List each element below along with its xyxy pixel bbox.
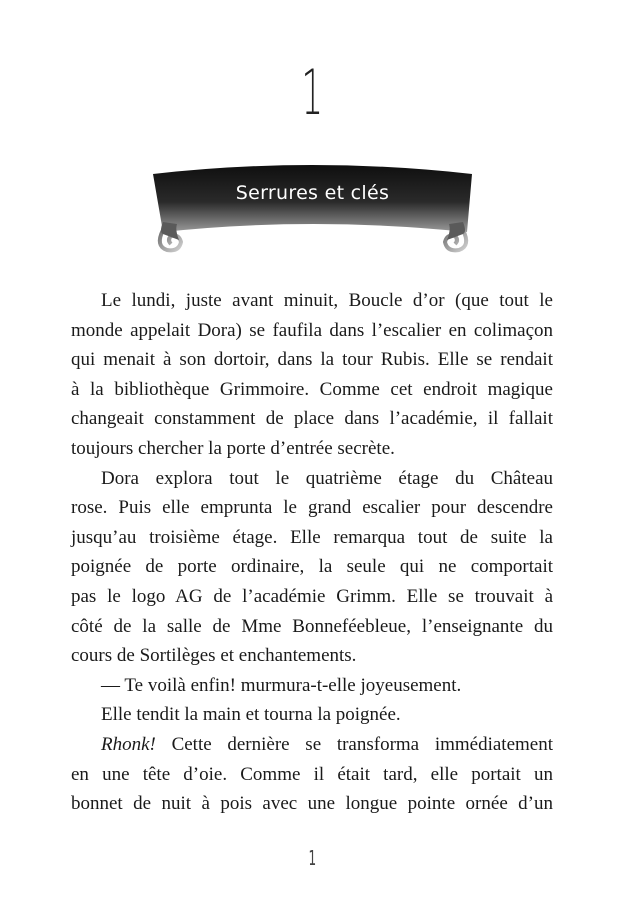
chapter-banner — [145, 160, 480, 260]
paragraph-line: poignée de porte ordinaire, la seule qui ne comportait — [71, 556, 553, 578]
italic-interjection: Rhonk! — [101, 733, 156, 755]
paragraph-line-rest: Cette dernière se transforma immédiatement — [155, 733, 553, 755]
paragraph-5 — [71, 730, 553, 819]
paragraph-line — [71, 730, 553, 760]
paragraph-line: monde appelait Dora) se faufila dans l’escalier en colimaçon — [71, 319, 553, 341]
page-number: 1 — [308, 846, 317, 870]
paragraph-3: — Te voilà enfin! murmura-t-elle joyeusement. — [101, 674, 462, 696]
paragraph-line: pas le logo AG de l’académie Grimm. Elle se trouvait à — [71, 585, 553, 607]
chapter-number: 1 — [301, 56, 324, 129]
chapter-title: Serrures et clés — [235, 182, 390, 204]
paragraph-line: Dora explora tout le quatrième étage du Château — [101, 467, 553, 489]
banner-ribbon-graphic — [145, 160, 480, 260]
paragraph-line: qui menait à son dortoir, dans la tour Rubis. Elle se rendait — [71, 349, 553, 371]
paragraph-line: jusqu’au troisième étage. Elle remarqua tout de suite la — [71, 526, 553, 548]
paragraph-2 — [71, 464, 553, 671]
paragraph-line: rose. Puis elle emprunta le grand escalier pour descendre — [71, 497, 553, 519]
paragraph-4: Elle tendit la main et tourna la poignée. — [101, 704, 401, 726]
paragraph-line: changeait constamment de place dans l’académie, il fallait — [71, 408, 553, 430]
paragraph-line: Le lundi, juste avant minuit, Boucle d’or (que tout le — [101, 290, 553, 311]
paragraph-line: cours de Sortilèges et enchantements. — [71, 645, 357, 667]
paragraph-line: bonnet de nuit à pois avec une longue pointe ornée d’un — [71, 793, 553, 815]
paragraph-line: à la bibliothèque Grimmoire. Comme cet endroit magique — [71, 378, 553, 400]
paragraph-line: en une tête d’oie. Comme il était tard, elle portait un — [71, 763, 553, 785]
chapter-text — [71, 286, 553, 819]
paragraph-1 — [71, 286, 553, 316]
paragraph-1-continuation — [71, 316, 553, 464]
paragraph-line: côté de la salle de Mme Bonneféebleue, l’enseignante du — [71, 615, 553, 637]
paragraph-line: toujours chercher la porte d’entrée secrète. — [71, 437, 395, 459]
